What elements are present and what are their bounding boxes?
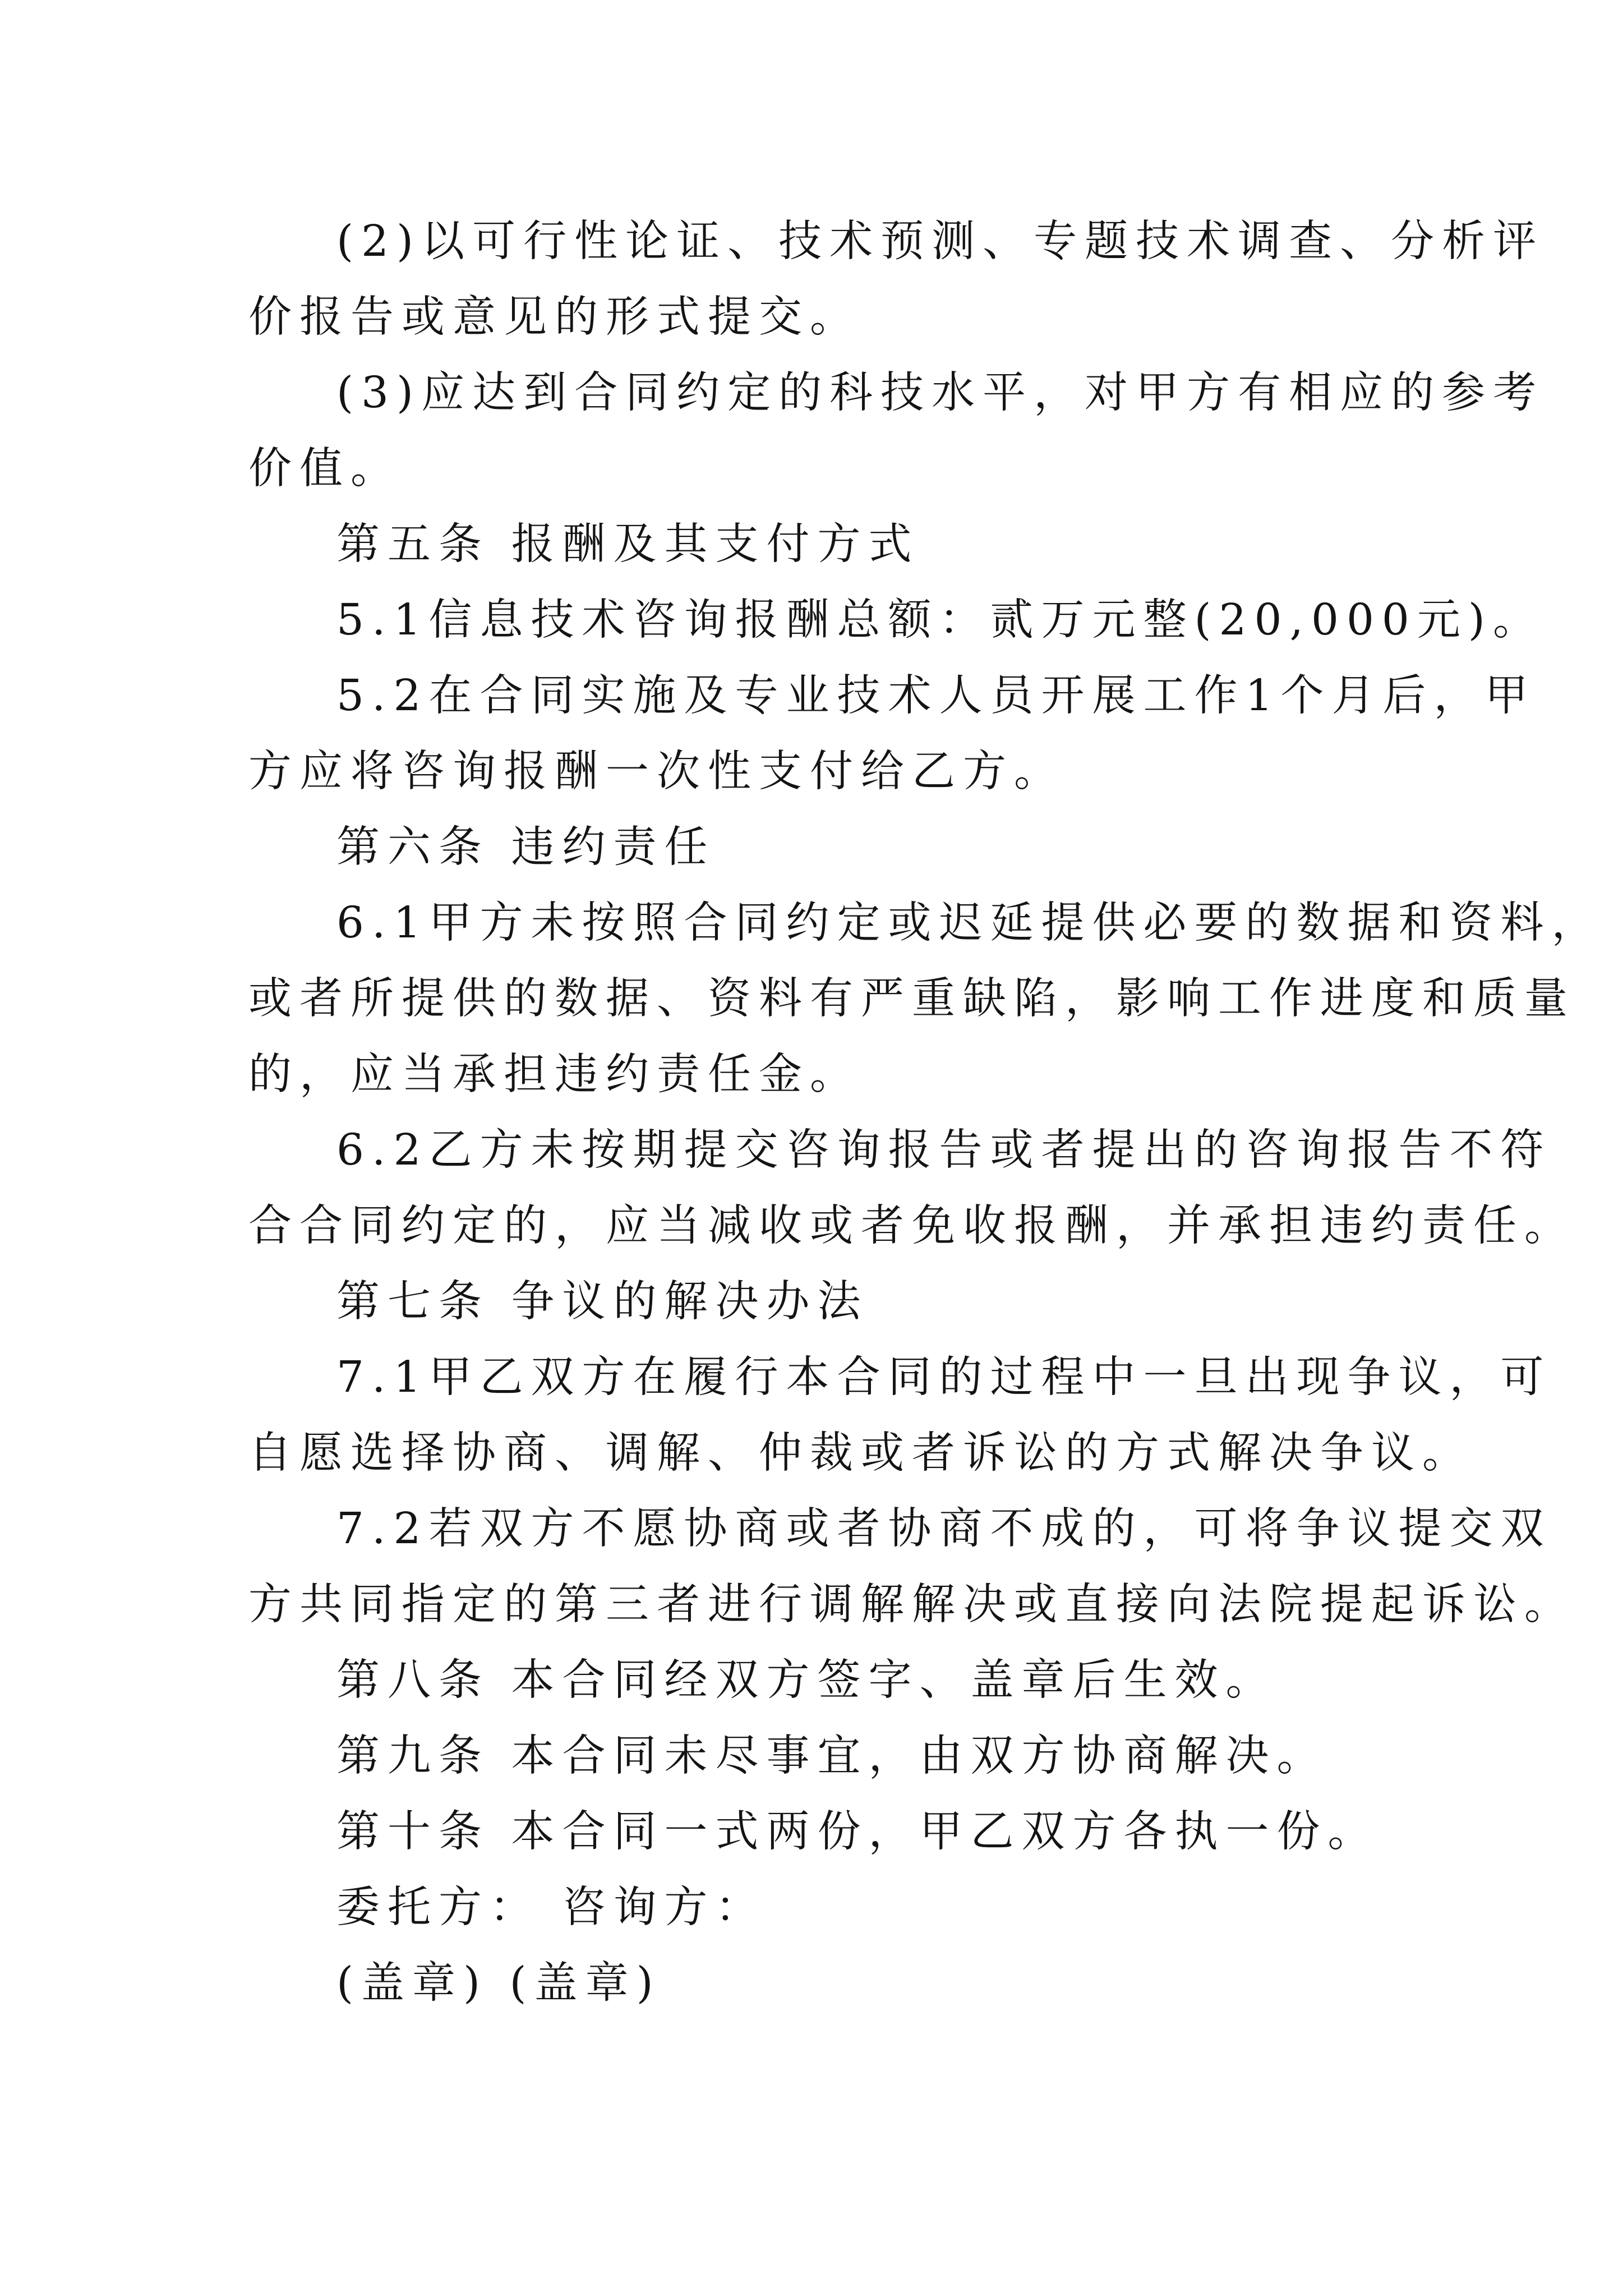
clause-7-heading: 第七条 争议的解决办法 [336,1277,869,1327]
clause-4-item-2-line-1: (2)以可行性论证、技术预测、专题技术调查、分析评 [336,217,1544,266]
clause-6-2-line-1: 6.2乙方未按期提交咨询报告或者提出的咨询报告不符 [336,1125,1552,1175]
clause-8: 第八条 本合同经双方签字、盖章后生效。 [336,1655,1277,1705]
clause-9: 第九条 本合同未尽事宜，由双方协商解决。 [336,1731,1328,1781]
clause-7-2-line-2: 方共同指定的第三者进行调解解决或直接向法院提起诉讼。 [248,1580,1575,1630]
clause-6-1-line-1: 6.1甲方未按照合同约定或迟延提供必要的数据和资料， [336,898,1603,948]
signature-parties: 委托方： 咨询方： [336,1883,767,1932]
clause-4-item-3-line-1: (3)应达到合同约定的科技水平，对甲方有相应的参考 [336,368,1544,418]
clause-6-2-line-2: 合合同约定的，应当减收或者免收报酬，并承担违约责任。 [248,1201,1575,1251]
clause-7-2-line-1: 7.2若双方不愿协商或者协商不成的，可将争议提交双 [336,1504,1552,1554]
clause-6-1-line-3: 的，应当承担违约责任金。 [248,1050,861,1099]
clause-5-heading: 第五条 报酬及其支付方式 [336,519,920,569]
clause-10: 第十条 本合同一式两份，甲乙双方各执一份。 [336,1807,1379,1857]
clause-6-heading: 第六条 违约责任 [336,822,716,872]
clause-5-2-line-2: 方应将咨询报酬一次性支付给乙方。 [248,747,1065,797]
clause-5-1: 5.1信息技术咨询报酬总额：贰万元整(20,000元)。 [336,595,1544,645]
clause-4-item-2-line-2: 价报告或意见的形式提交。 [248,292,861,342]
clause-7-1-line-1: 7.1甲乙双方在履行本合同的过程中一旦出现争议，可 [336,1352,1552,1402]
signature-seals: (盖章) (盖章) [336,1958,661,2008]
clause-7-1-line-2: 自愿选择协商、调解、仲裁或者诉讼的方式解决争议。 [248,1428,1473,1478]
clause-4-item-3-line-2: 价值。 [248,444,402,494]
clause-5-2-line-1: 5.2在合同实施及专业技术人员开展工作1个月后，甲 [336,671,1536,721]
clause-6-1-line-2: 或者所提供的数据、资料有严重缺陷，影响工作进度和质量 [248,974,1575,1024]
